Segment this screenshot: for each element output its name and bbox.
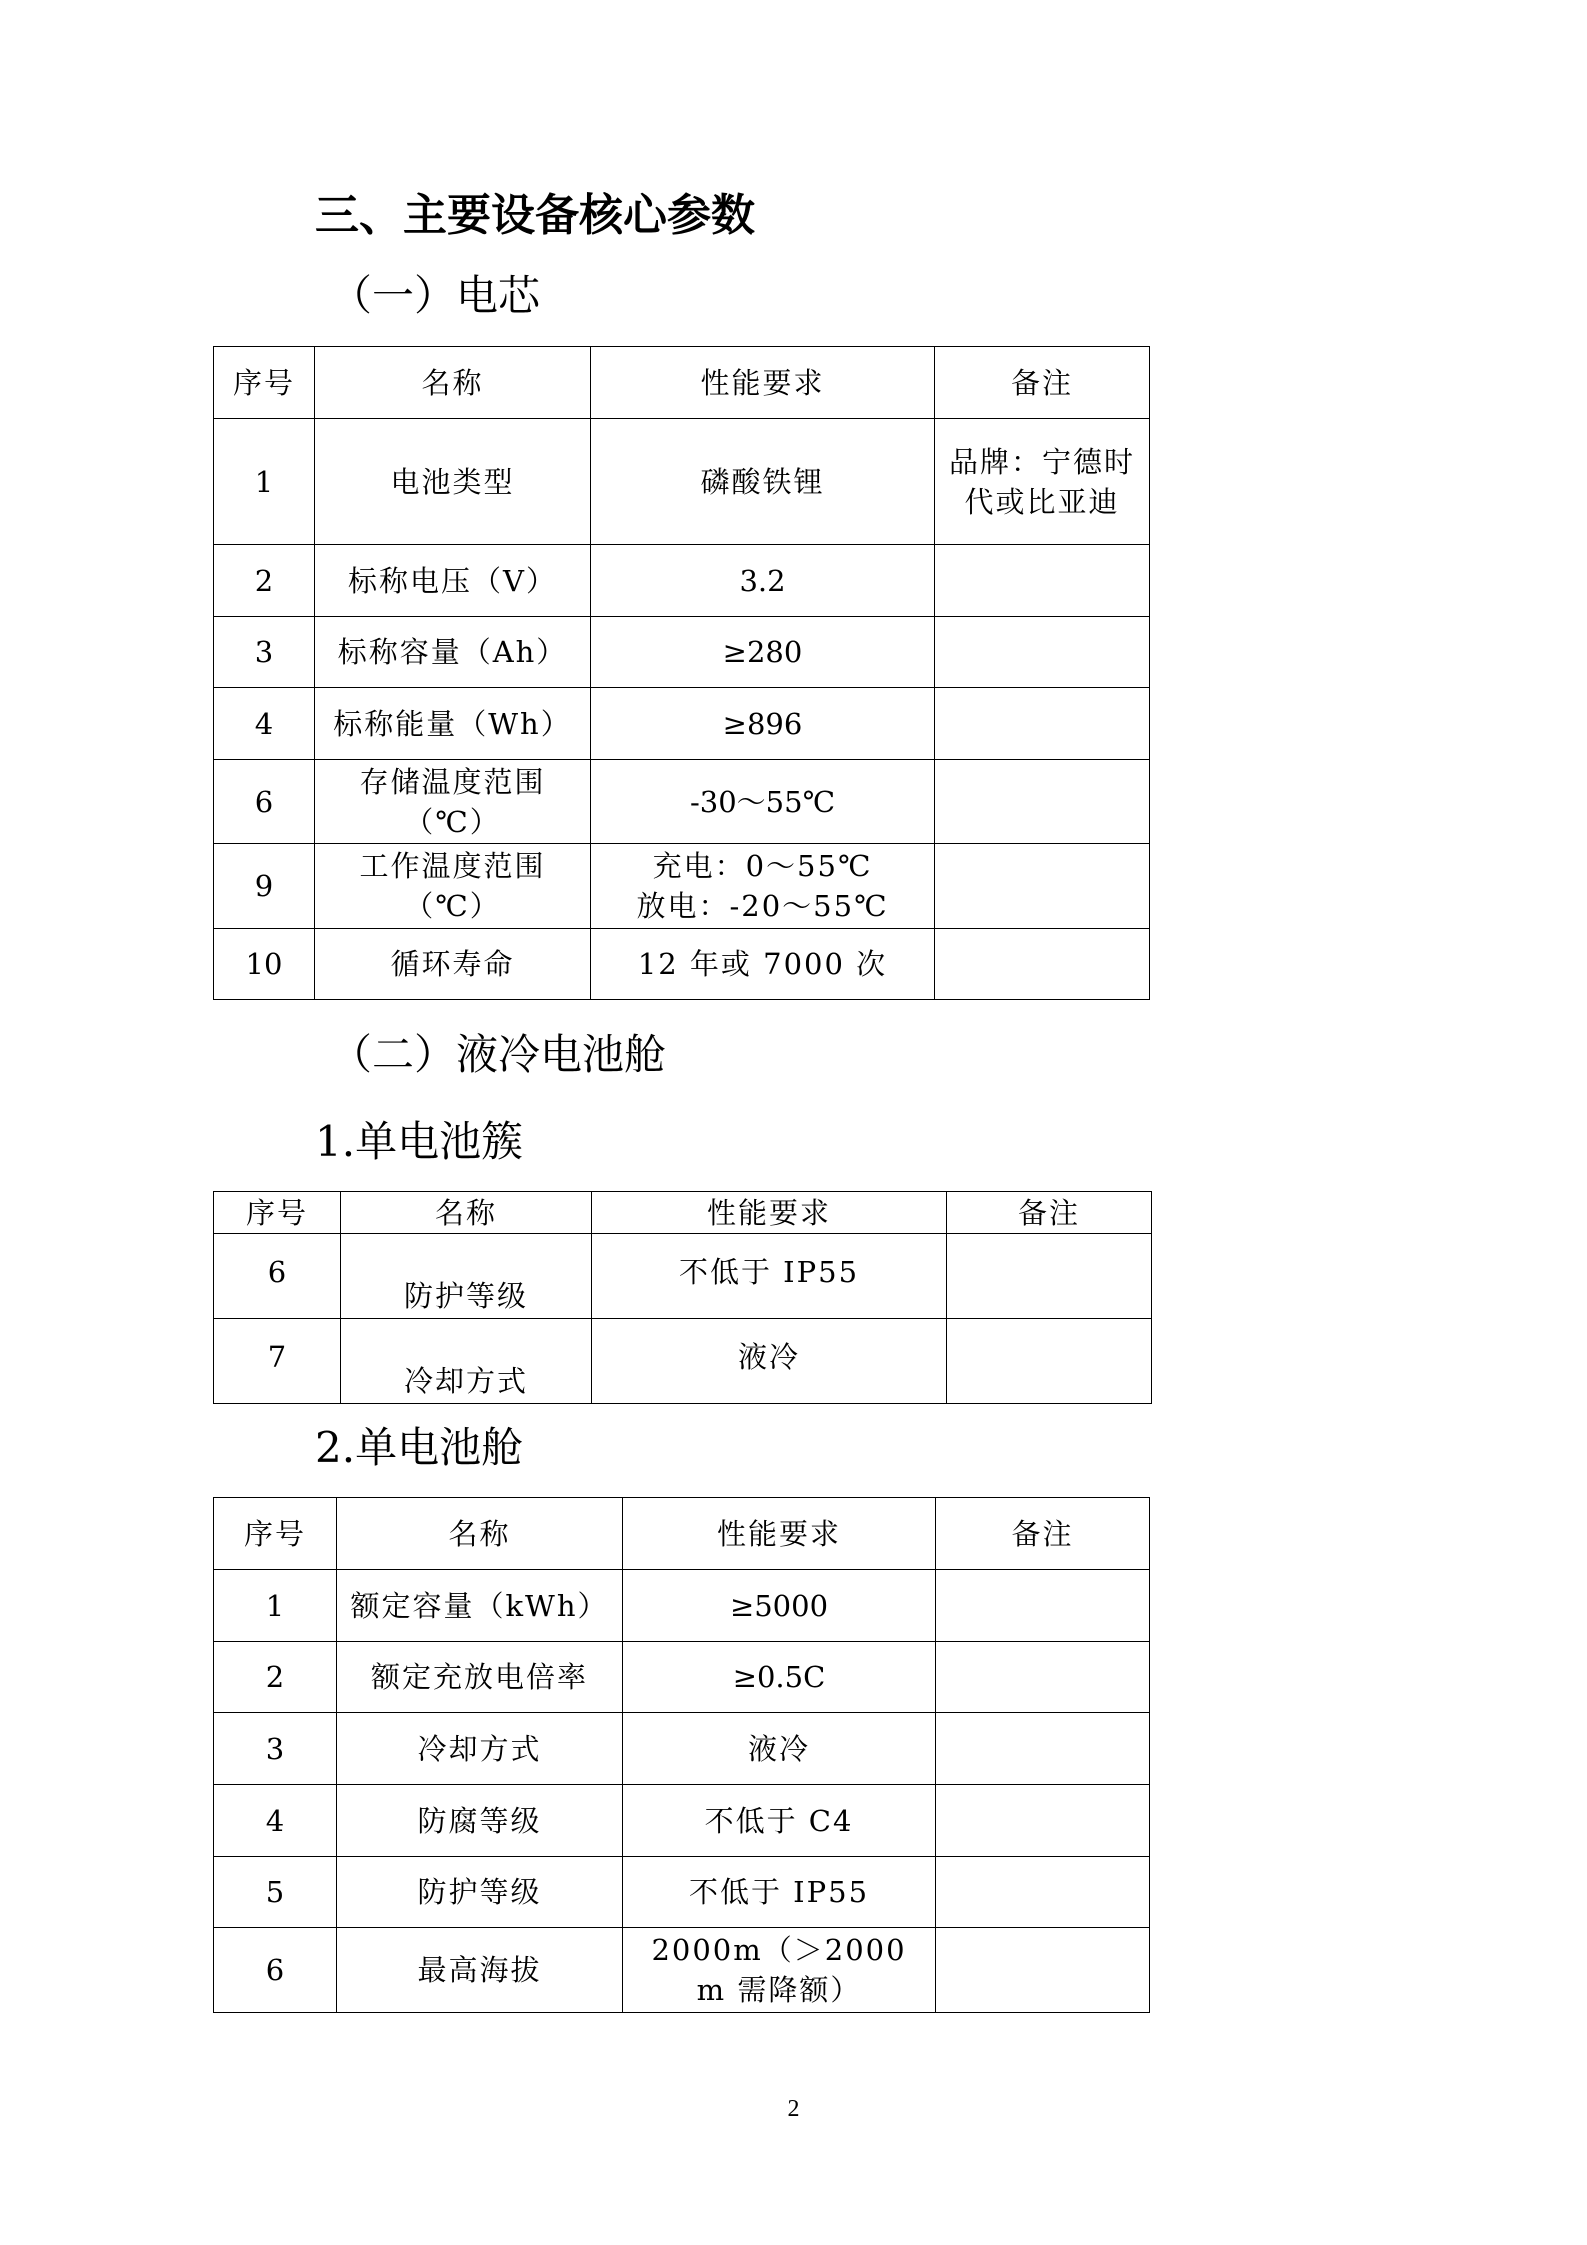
row-name: 标称能量（Wh） xyxy=(315,688,591,760)
header-index: 序号 xyxy=(214,1192,341,1234)
row-name: 存储温度范围（℃） xyxy=(315,760,591,844)
row-requirement: 不低于 C4 xyxy=(623,1785,936,1857)
page-number: 2 xyxy=(787,2096,800,2122)
row-requirement: ≥0.5C xyxy=(623,1642,936,1713)
row-index: 2 xyxy=(214,545,315,617)
requirement-line-charge: 充电：0～55℃ xyxy=(652,849,873,883)
section-heading-cabin: （二）液冷电池舱 xyxy=(330,1030,667,1079)
row-index: 4 xyxy=(214,688,315,760)
row-requirement: 液冷 xyxy=(592,1319,947,1404)
row-index: 9 xyxy=(214,844,315,929)
row-note xyxy=(935,688,1150,760)
row-index: 6 xyxy=(214,1234,341,1319)
row-requirement: ≥896 xyxy=(591,688,935,760)
row-note xyxy=(936,1642,1150,1713)
row-index: 6 xyxy=(214,760,315,844)
row-name: 冷却方式 xyxy=(337,1713,623,1785)
row-note xyxy=(936,1570,1150,1642)
table-header-row xyxy=(214,1192,1152,1234)
row-note xyxy=(935,844,1150,929)
row-index: 1 xyxy=(214,1570,337,1642)
row-note xyxy=(947,1234,1152,1319)
row-requirement: ≥280 xyxy=(591,617,935,688)
row-name: 额定充放电倍率 xyxy=(337,1642,623,1713)
header-name: 名称 xyxy=(337,1498,623,1570)
row-note xyxy=(947,1319,1152,1404)
row-note xyxy=(936,1785,1150,1857)
header-note: 备注 xyxy=(936,1498,1150,1570)
row-index: 4 xyxy=(214,1785,337,1857)
page-title: 三、主要设备核心参数 xyxy=(315,190,755,241)
row-name: 额定容量（kWh） xyxy=(337,1570,623,1642)
row-name: 标称容量（Ah） xyxy=(315,617,591,688)
table-row xyxy=(214,1785,1150,1857)
header-note: 备注 xyxy=(935,347,1150,419)
header-name: 名称 xyxy=(341,1192,592,1234)
row-name: 最高海拔 xyxy=(337,1928,623,2013)
row-note xyxy=(935,760,1150,844)
row-name: 防护等级 xyxy=(341,1234,592,1319)
requirement-line-discharge: 放电：-20～55℃ xyxy=(636,889,889,923)
row-requirement: -30～55℃ xyxy=(591,760,935,844)
row-name: 工作温度范围（℃） xyxy=(315,844,591,929)
table-row xyxy=(214,844,1150,929)
row-index: 3 xyxy=(214,617,315,688)
row-requirement: ≥5000 xyxy=(623,1570,936,1642)
row-name: 防护等级 xyxy=(337,1857,623,1928)
cluster-spec-table xyxy=(213,1191,1152,1404)
cabin-spec-table xyxy=(213,1497,1150,2013)
row-note xyxy=(935,545,1150,617)
row-note xyxy=(935,929,1150,1000)
table-row xyxy=(214,1857,1150,1928)
row-requirement: 12 年或 7000 次 xyxy=(591,929,935,1000)
header-requirement: 性能要求 xyxy=(592,1192,947,1234)
row-index: 7 xyxy=(214,1319,341,1404)
table-header-row xyxy=(214,1498,1150,1570)
table-row xyxy=(214,929,1150,1000)
table-row xyxy=(214,1319,1152,1404)
row-index: 2 xyxy=(214,1642,337,1713)
row-requirement xyxy=(591,844,935,929)
row-requirement: 3.2 xyxy=(591,545,935,617)
header-requirement: 性能要求 xyxy=(623,1498,936,1570)
table-row xyxy=(214,1713,1150,1785)
table-row xyxy=(214,1570,1150,1642)
row-note xyxy=(936,1928,1150,2013)
row-name: 冷却方式 xyxy=(341,1319,592,1404)
table-row xyxy=(214,1234,1152,1319)
row-requirement: 不低于 IP55 xyxy=(623,1857,936,1928)
table-row xyxy=(214,419,1150,545)
header-index: 序号 xyxy=(214,347,315,419)
table-row xyxy=(214,545,1150,617)
row-index: 10 xyxy=(214,929,315,1000)
subsection-heading-cabin: 2.单电池舱 xyxy=(315,1423,524,1472)
row-index: 3 xyxy=(214,1713,337,1785)
row-note xyxy=(936,1713,1150,1785)
row-name: 循环寿命 xyxy=(315,929,591,1000)
row-name: 防腐等级 xyxy=(337,1785,623,1857)
row-note xyxy=(936,1857,1150,1928)
header-requirement: 性能要求 xyxy=(591,347,935,419)
table-row xyxy=(214,760,1150,844)
table-row xyxy=(214,617,1150,688)
row-requirement: 2000m（＞2000m 需降额） xyxy=(623,1928,936,2013)
header-index: 序号 xyxy=(214,1498,337,1570)
row-index: 5 xyxy=(214,1857,337,1928)
row-name: 标称电压（V） xyxy=(315,545,591,617)
row-index: 6 xyxy=(214,1928,337,2013)
row-note xyxy=(935,617,1150,688)
cell-spec-table xyxy=(213,346,1150,1000)
header-name: 名称 xyxy=(315,347,591,419)
table-row xyxy=(214,1642,1150,1713)
table-header-row xyxy=(214,347,1150,419)
header-note: 备注 xyxy=(947,1192,1152,1234)
row-name: 电池类型 xyxy=(315,419,591,545)
subsection-heading-cluster: 1.单电池簇 xyxy=(315,1117,524,1166)
row-requirement: 不低于 IP55 xyxy=(592,1234,947,1319)
row-index: 1 xyxy=(214,419,315,545)
section-heading-cell: （一）电芯 xyxy=(330,271,541,320)
row-note: 品牌：宁德时代或比亚迪 xyxy=(935,419,1150,545)
row-requirement: 液冷 xyxy=(623,1713,936,1785)
table-row xyxy=(214,1928,1150,2013)
table-row xyxy=(214,688,1150,760)
row-requirement: 磷酸铁锂 xyxy=(591,419,935,545)
